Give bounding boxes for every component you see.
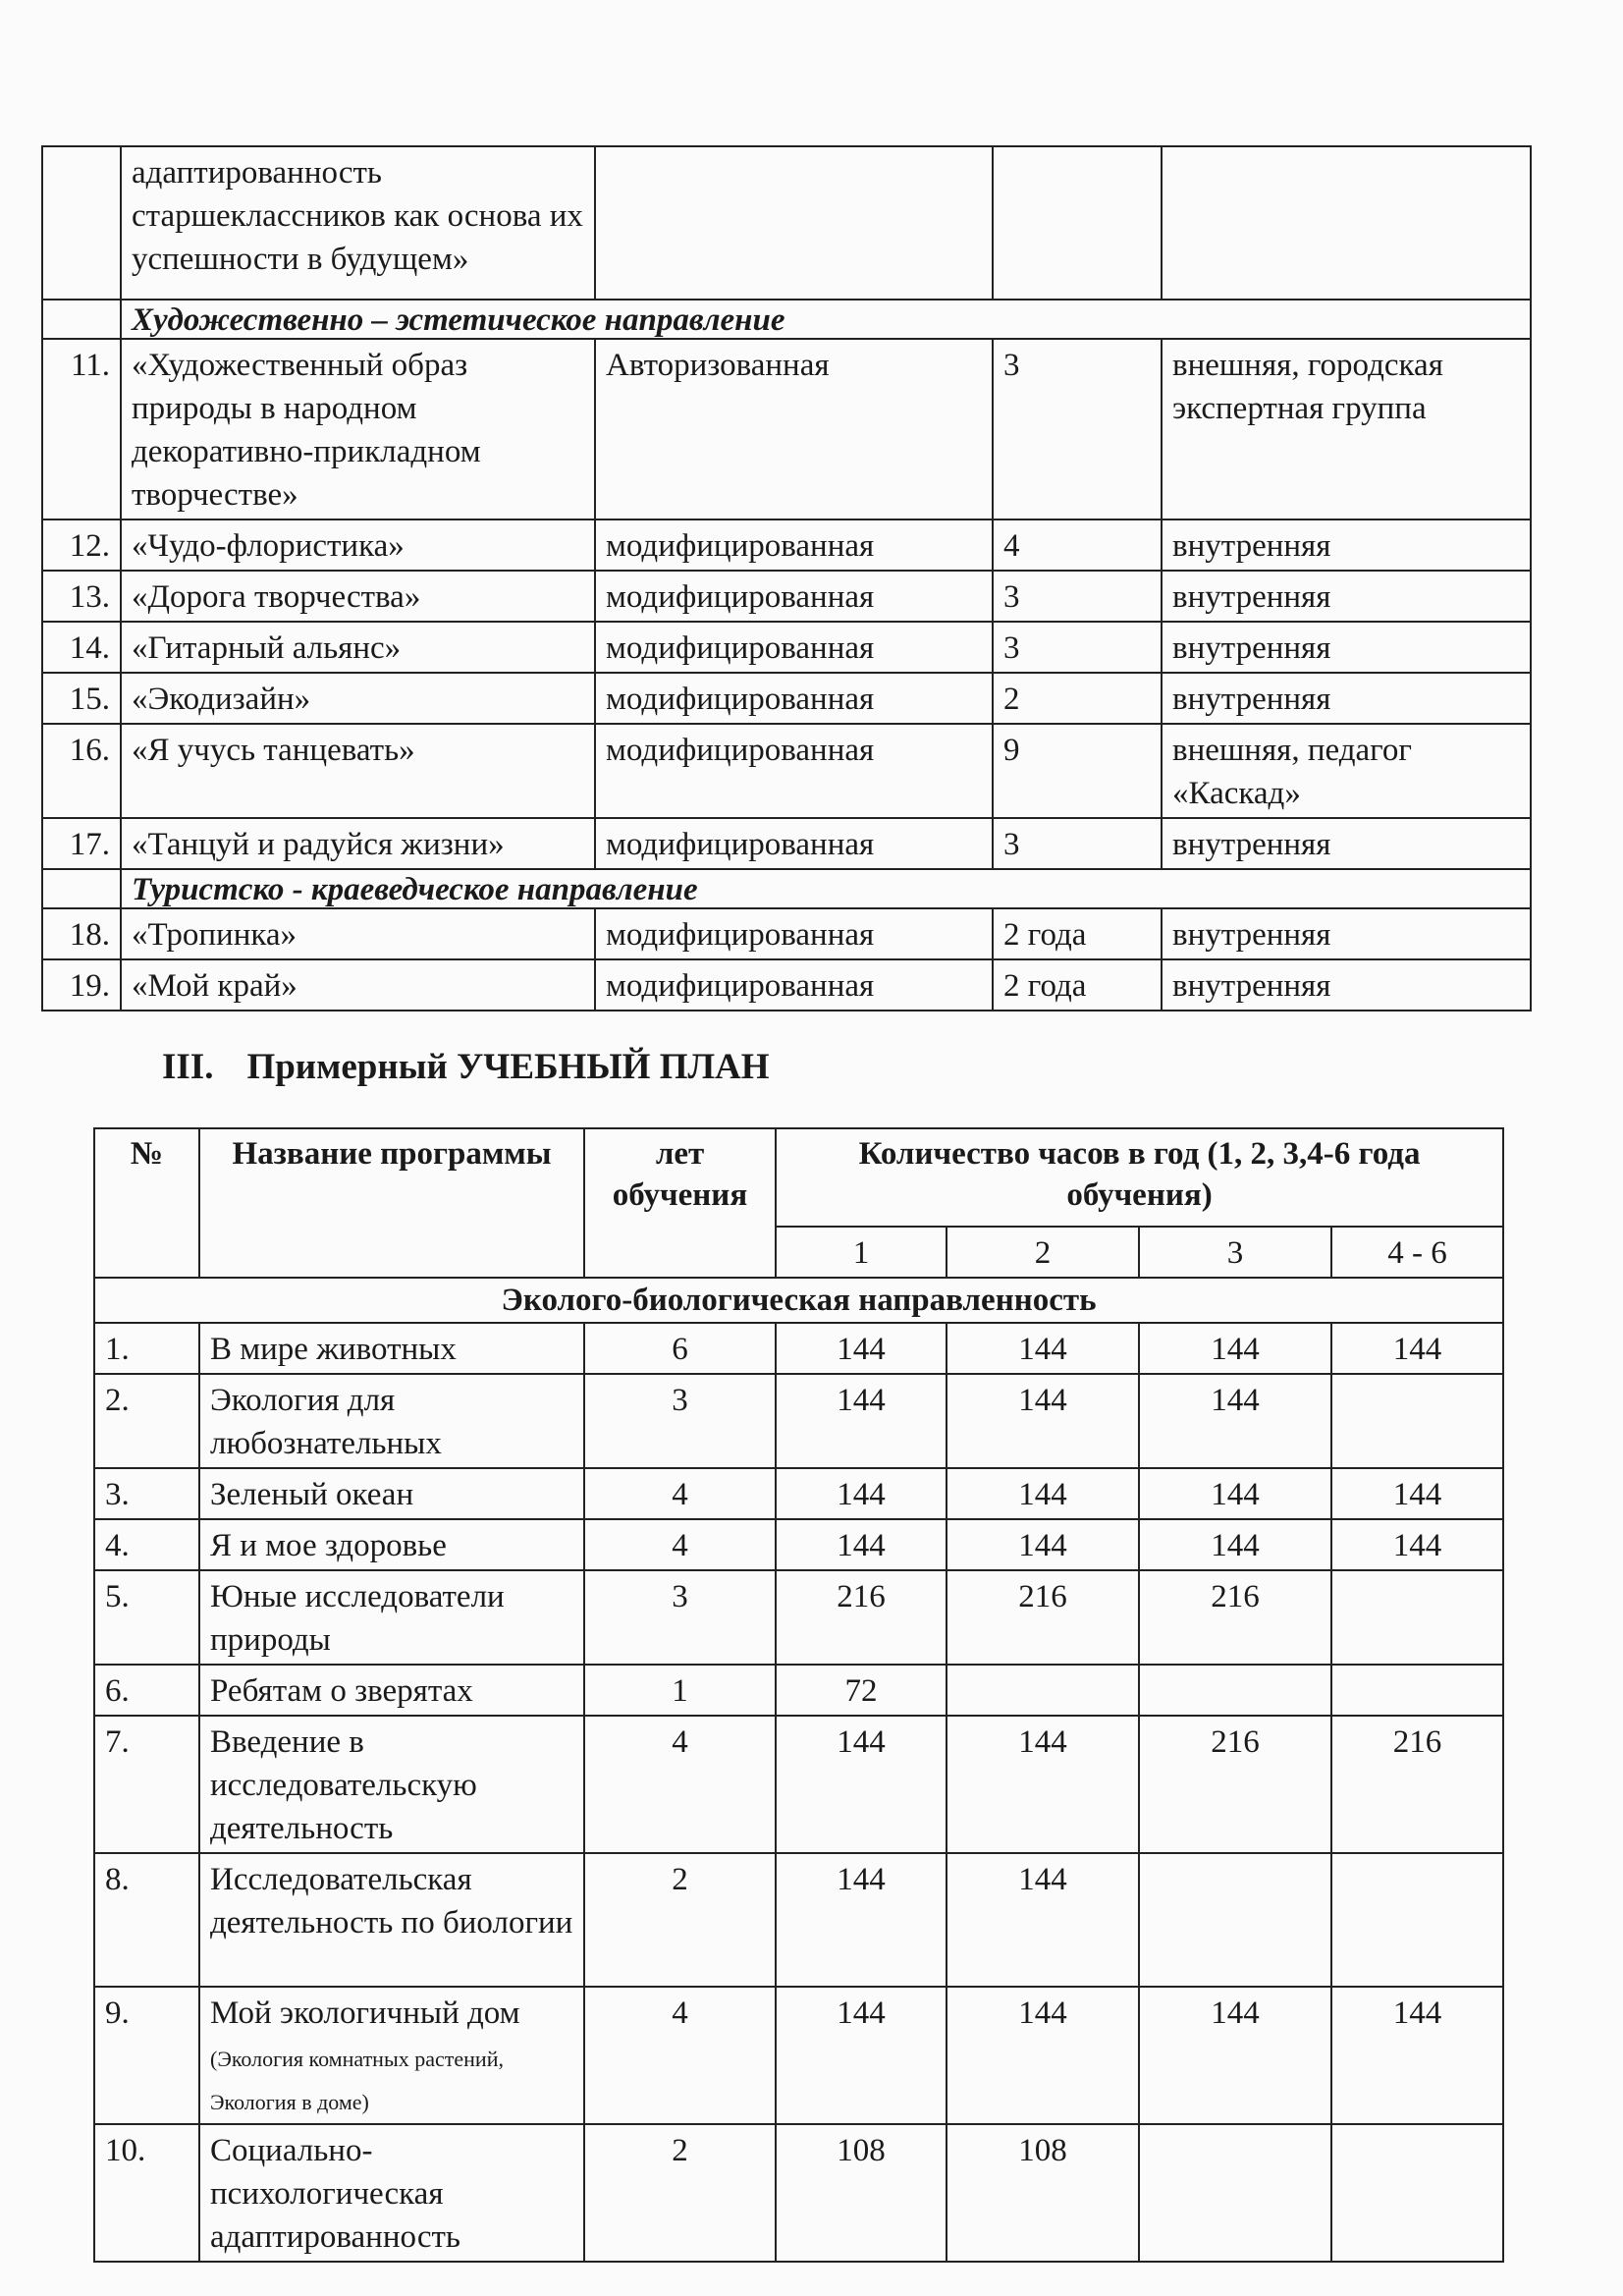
direction-title: Туристско - краеведческое направление: [121, 869, 1531, 908]
cell-type: модифицированная: [595, 908, 993, 959]
table-row: [42, 571, 1531, 622]
cell-h3: [1139, 1853, 1331, 1987]
cell-exam: внутренняя: [1162, 571, 1531, 622]
programs-table-continued: [41, 145, 1532, 1011]
cell-name: «Дорога творчества»: [121, 571, 595, 622]
cell-name: Социально-психологическая адаптированность: [199, 2124, 584, 2262]
cell-name: «Тропинка»: [121, 908, 595, 959]
cell-name: В мире животных: [199, 1323, 584, 1374]
cell-years: 9: [993, 724, 1162, 818]
header-row: [94, 1128, 1503, 1227]
cell-num: 19.: [42, 959, 121, 1011]
cell-name: Ребятам о зверятах: [199, 1665, 584, 1716]
cell-h3: 216: [1139, 1716, 1331, 1853]
cell-years: 2: [584, 2124, 776, 2262]
table-row: [42, 959, 1531, 1011]
table-row: [94, 1519, 1503, 1570]
cell-num: 13.: [42, 571, 121, 622]
header-year-1: 1: [776, 1227, 947, 1278]
cell-years: 3: [993, 818, 1162, 869]
header-num: №: [94, 1128, 199, 1278]
cell-h4: [1331, 2124, 1503, 2262]
table-row: [42, 673, 1531, 724]
cell-h4: [1331, 1853, 1503, 1987]
table-row: [94, 1716, 1503, 1853]
header-years: лет обучения: [584, 1128, 776, 1278]
cell-h2: 144: [947, 1374, 1139, 1468]
cell-h3: 216: [1139, 1570, 1331, 1665]
direction-row: [42, 869, 1531, 908]
cell-num: 9.: [94, 1987, 199, 2124]
cell-name-main: Мой экологичный дом: [210, 1995, 520, 2031]
cell-exam: внутренняя: [1162, 908, 1531, 959]
cell-name: [199, 1987, 584, 2124]
table-row: [42, 724, 1531, 818]
cell-name: «Мой край»: [121, 959, 595, 1011]
cell-h1: 144: [776, 1323, 947, 1374]
cell-h1: 72: [776, 1665, 947, 1716]
cell-name: Зеленый океан: [199, 1468, 584, 1519]
cell-num: 15.: [42, 673, 121, 724]
cell-h4: 144: [1331, 1323, 1503, 1374]
table-row: [94, 1853, 1503, 1987]
cell-name: «Художественный образ природы в народном декоративно-прикладном творчестве»: [121, 339, 595, 519]
cell-name: Исследовательская деятельность по биологии: [199, 1853, 584, 1987]
cell-years: 3: [993, 571, 1162, 622]
cell-num: [42, 146, 121, 300]
cell-exam: внешняя, городская экспертная группа: [1162, 339, 1531, 519]
cell-years: 2 года: [993, 959, 1162, 1011]
table-row: [42, 146, 1531, 300]
cell-h4: [1331, 1570, 1503, 1665]
cell-h3: 144: [1139, 1468, 1331, 1519]
cell-name: Введение в исследовательскую деятельность: [199, 1716, 584, 1853]
cell-years: 3: [993, 622, 1162, 673]
cell-type: модифицированная: [595, 673, 993, 724]
cell-name: «Гитарный альянс»: [121, 622, 595, 673]
cell-years: [993, 146, 1162, 300]
cell-h2: 108: [947, 2124, 1139, 2262]
direction-row: [42, 300, 1531, 339]
cell-num: 2.: [94, 1374, 199, 1468]
cell-num: 5.: [94, 1570, 199, 1665]
cell-years: 3: [993, 339, 1162, 519]
cell-h3: 144: [1139, 1323, 1331, 1374]
cell-h4: 144: [1331, 1468, 1503, 1519]
header-year-3: 3: [1139, 1227, 1331, 1278]
header-name: Название программы: [199, 1128, 584, 1278]
cell-type: модифицированная: [595, 519, 993, 571]
table-row: [94, 1987, 1503, 2124]
cell-exam: внутренняя: [1162, 673, 1531, 724]
cell-exam: [1162, 146, 1531, 300]
section-title: Эколого-биологическая направленность: [94, 1278, 1503, 1323]
cell-h1: 144: [776, 1987, 947, 2124]
cell-type: модифицированная: [595, 818, 993, 869]
cell-h4: [1331, 1665, 1503, 1716]
cell-name: Юные исследователи природы: [199, 1570, 584, 1665]
cell-h3: 144: [1139, 1519, 1331, 1570]
table-row: [42, 818, 1531, 869]
curriculum-table: [93, 1127, 1504, 2263]
cell-h2: 144: [947, 1853, 1139, 1987]
section-title: Примерный УЧЕБНЫЙ ПЛАН: [246, 1047, 770, 1087]
cell-num: 7.: [94, 1716, 199, 1853]
cell-h2: 144: [947, 1716, 1139, 1853]
cell-num: 16.: [42, 724, 121, 818]
cell-years: 4: [584, 1519, 776, 1570]
cell-h1: 144: [776, 1716, 947, 1853]
cell-h2: 144: [947, 1519, 1139, 1570]
cell-years: 4: [584, 1987, 776, 2124]
cell-years: 3: [584, 1570, 776, 1665]
cell-h3: 144: [1139, 1374, 1331, 1468]
cell-years: 3: [584, 1374, 776, 1468]
table-row: [94, 2124, 1503, 2262]
table-row: [94, 1468, 1503, 1519]
cell-num: 3.: [94, 1468, 199, 1519]
cell-years: 1: [584, 1665, 776, 1716]
table-row: [94, 1570, 1503, 1665]
cell-h1: 144: [776, 1853, 947, 1987]
cell-years: 4: [584, 1716, 776, 1853]
header-hours: Количество часов в год (1, 2, 3,4-6 года обучения): [776, 1128, 1503, 1227]
cell-years: 4: [584, 1468, 776, 1519]
table-row: [42, 339, 1531, 519]
cell-exam: внутренняя: [1162, 622, 1531, 673]
cell-h1: 144: [776, 1519, 947, 1570]
cell-num: 17.: [42, 818, 121, 869]
cell-h3: [1139, 1665, 1331, 1716]
cell-exam: внешняя, педагог «Каскад»: [1162, 724, 1531, 818]
cell-h4: 144: [1331, 1987, 1503, 2124]
cell-h1: 144: [776, 1374, 947, 1468]
table-row: [42, 519, 1531, 571]
cell-name: Я и мое здоровье: [199, 1519, 584, 1570]
cell-type: модифицированная: [595, 724, 993, 818]
cell-h1: 144: [776, 1468, 947, 1519]
cell-num: 11.: [42, 339, 121, 519]
cell-num: 10.: [94, 2124, 199, 2262]
cell-exam: внутренняя: [1162, 519, 1531, 571]
cell-years: 2: [584, 1853, 776, 1987]
cell-h2: 216: [947, 1570, 1139, 1665]
cell-h4: [1331, 1374, 1503, 1468]
table-row: [94, 1665, 1503, 1716]
cell-years: 6: [584, 1323, 776, 1374]
cell-num: 14.: [42, 622, 121, 673]
table-row: [94, 1374, 1503, 1468]
cell-type: модифицированная: [595, 959, 993, 1011]
cell-name: адаптированность старшеклассников как основа их успешности в будущем»: [121, 146, 595, 300]
cell-num: 8.: [94, 1853, 199, 1987]
cell-name: «Экодизайн»: [121, 673, 595, 724]
cell-years: 2: [993, 673, 1162, 724]
section-row: [94, 1278, 1503, 1323]
header-year-2: 2: [947, 1227, 1139, 1278]
cell-num: 12.: [42, 519, 121, 571]
cell-num: 6.: [94, 1665, 199, 1716]
table-row: [42, 908, 1531, 959]
table-row: [94, 1323, 1503, 1374]
cell-exam: внутренняя: [1162, 818, 1531, 869]
cell-type: [595, 146, 993, 300]
cell-h1: 108: [776, 2124, 947, 2262]
header-year-4-6: 4 - 6: [1331, 1227, 1503, 1278]
cell-name: «Чудо-флористика»: [121, 519, 595, 571]
cell-type: модифицированная: [595, 622, 993, 673]
cell-name: Экология для любознательных: [199, 1374, 584, 1468]
cell-h3: 144: [1139, 1987, 1331, 2124]
cell-h4: 216: [1331, 1716, 1503, 1853]
cell-h3: [1139, 2124, 1331, 2262]
cell-h2: 144: [947, 1468, 1139, 1519]
cell-name: «Танцуй и радуйся жизни»: [121, 818, 595, 869]
cell-name-note: (Экология комнатных растений, Экология в доме): [210, 2047, 504, 2114]
cell-h1: 216: [776, 1570, 947, 1665]
cell-num: 18.: [42, 908, 121, 959]
cell-h2: 144: [947, 1323, 1139, 1374]
cell-exam: внутренняя: [1162, 959, 1531, 1011]
cell-h2: [947, 1665, 1139, 1716]
cell-num: 4.: [94, 1519, 199, 1570]
cell-years: 2 года: [993, 908, 1162, 959]
cell-num: 1.: [94, 1323, 199, 1374]
section-number: III.: [162, 1047, 214, 1087]
cell-type: Авторизованная: [595, 339, 993, 519]
cell-years: 4: [993, 519, 1162, 571]
direction-title: Художественно – эстетическое направление: [121, 300, 1531, 339]
cell-type: модифицированная: [595, 571, 993, 622]
section-heading: [162, 1046, 803, 1088]
table-row: [42, 622, 1531, 673]
cell-h4: 144: [1331, 1519, 1503, 1570]
cell-name: «Я учусь танцевать»: [121, 724, 595, 818]
cell-h2: 144: [947, 1987, 1139, 2124]
